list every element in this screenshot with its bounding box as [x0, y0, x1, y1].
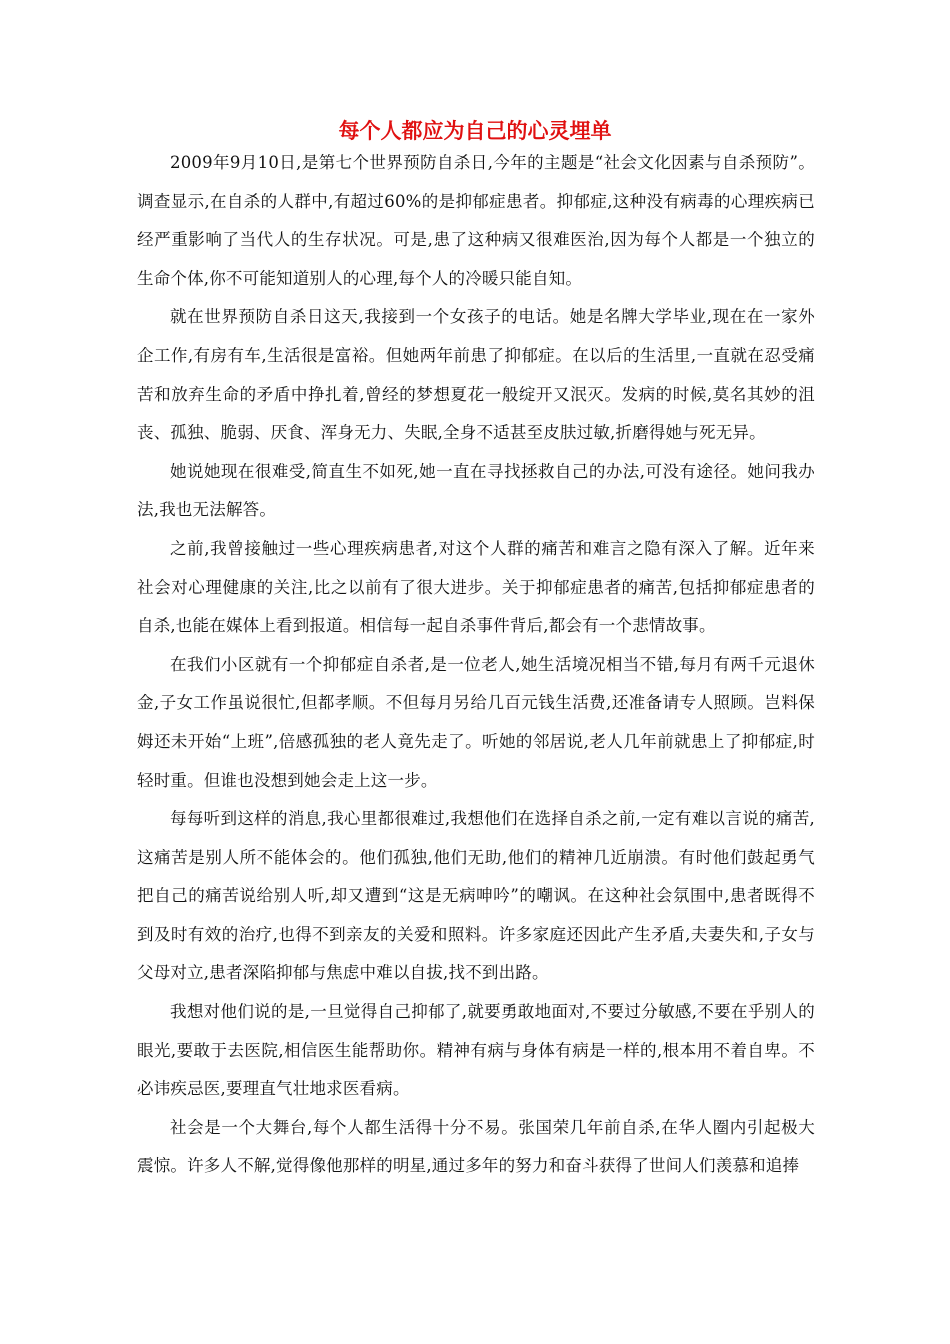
paragraph-3: 她说她现在很难受,简直生不如死,她一直在寻找拯救自己的办法,可没有途径。她问我办法,我也无法解答。	[137, 461, 815, 520]
document-title: 每个人都应为自己的心灵埋单	[338, 119, 612, 143]
paragraph-5: 在我们小区就有一个抑郁症自杀者,是一位老人,她生活境况相当不错,每月有两千元退休金,子女工作虽说很忙,但都孝顺。不但每月另给几百元钱生活费,还准备请专人照顾。岂料保姆还未开始“上班”,倍感孤独的老人竟先走了。听她的邻居说,老人几年前就患上了抑郁症,时轻时重。但谁也没想到她会走上这一步。	[137, 654, 815, 790]
document-body	[137, 144, 815, 1186]
paragraph-1: 2009年9月10日,是第七个世界预防自杀日,今年的主题是“社会文化因素与自杀预防”。调查显示,在自杀的人群中,有超过60%的是抑郁症患者。抑郁症,这种没有病毒的心理疾病已经严重影响了当代人的生存状况。可是,患了这种病又很难医治,因为每个人都是一个独立的生命个体,你不可能知道别人的心理,每个人的冷暖只能自知。	[137, 153, 815, 288]
paragraph-7: 我想对他们说的是,一旦觉得自己抑郁了,就要勇敢地面对,不要过分敏感,不要在乎别人的眼光,要敢于去医院,相信医生能帮助你。精神有病与身体有病是一样的,根本用不着自卑。不必讳疾忌医,要理直气壮地求医看病。	[137, 1002, 815, 1099]
paragraph-8: 社会是一个大舞台,每个人都生活得十分不易。张国荣几年前自杀,在华人圈内引起极大震惊。许多人不解,觉得像他那样的明星,通过多年的努力和奋斗获得了世间人们羡慕和追捧	[137, 1117, 815, 1176]
paragraph-4: 之前,我曾接触过一些心理疾病患者,对这个人群的痛苦和难言之隐有深入了解。近年来社会对心理健康的关注,比之以前有了很大进步。关于抑郁症患者的痛苦,包括抑郁症患者的自杀,也能在媒体上看到报道。相信每一起自杀事件背后,都会有一个悲情故事。	[137, 538, 815, 636]
paragraph-2: 就在世界预防自杀日这天,我接到一个女孩子的电话。她是名牌大学毕业,现在在一家外企工作,有房有车,生活很是富裕。但她两年前患了抑郁症。在以后的生活里,一直就在忍受痛苦和放弃生命的矛盾中挣扎着,曾经的梦想夏花一般绽开又泯灭。发病的时候,莫名其妙的沮丧、孤独、脆弱、厌食、浑身无力、失眠,全身不适甚至皮肤过敏,折磨得她与死无异。	[137, 307, 815, 443]
paragraph-6: 每每听到这样的消息,我心里都很难过,我想他们在选择自杀之前,一定有难以言说的痛苦,这痛苦是别人所不能体会的。他们孤独,他们无助,他们的精神几近崩溃。有时他们鼓起勇气把自己的痛苦说给别人听,却又遭到“这是无病呻吟”的嘲讽。在这种社会氛围中,患者既得不到及时有效的治疗,也得不到亲友的关爱和照料。许多家庭还因此产生矛盾,夫妻失和,子女与父母对立,患者深陷抑郁与焦虑中难以自拔,找不到出路。	[137, 809, 815, 983]
